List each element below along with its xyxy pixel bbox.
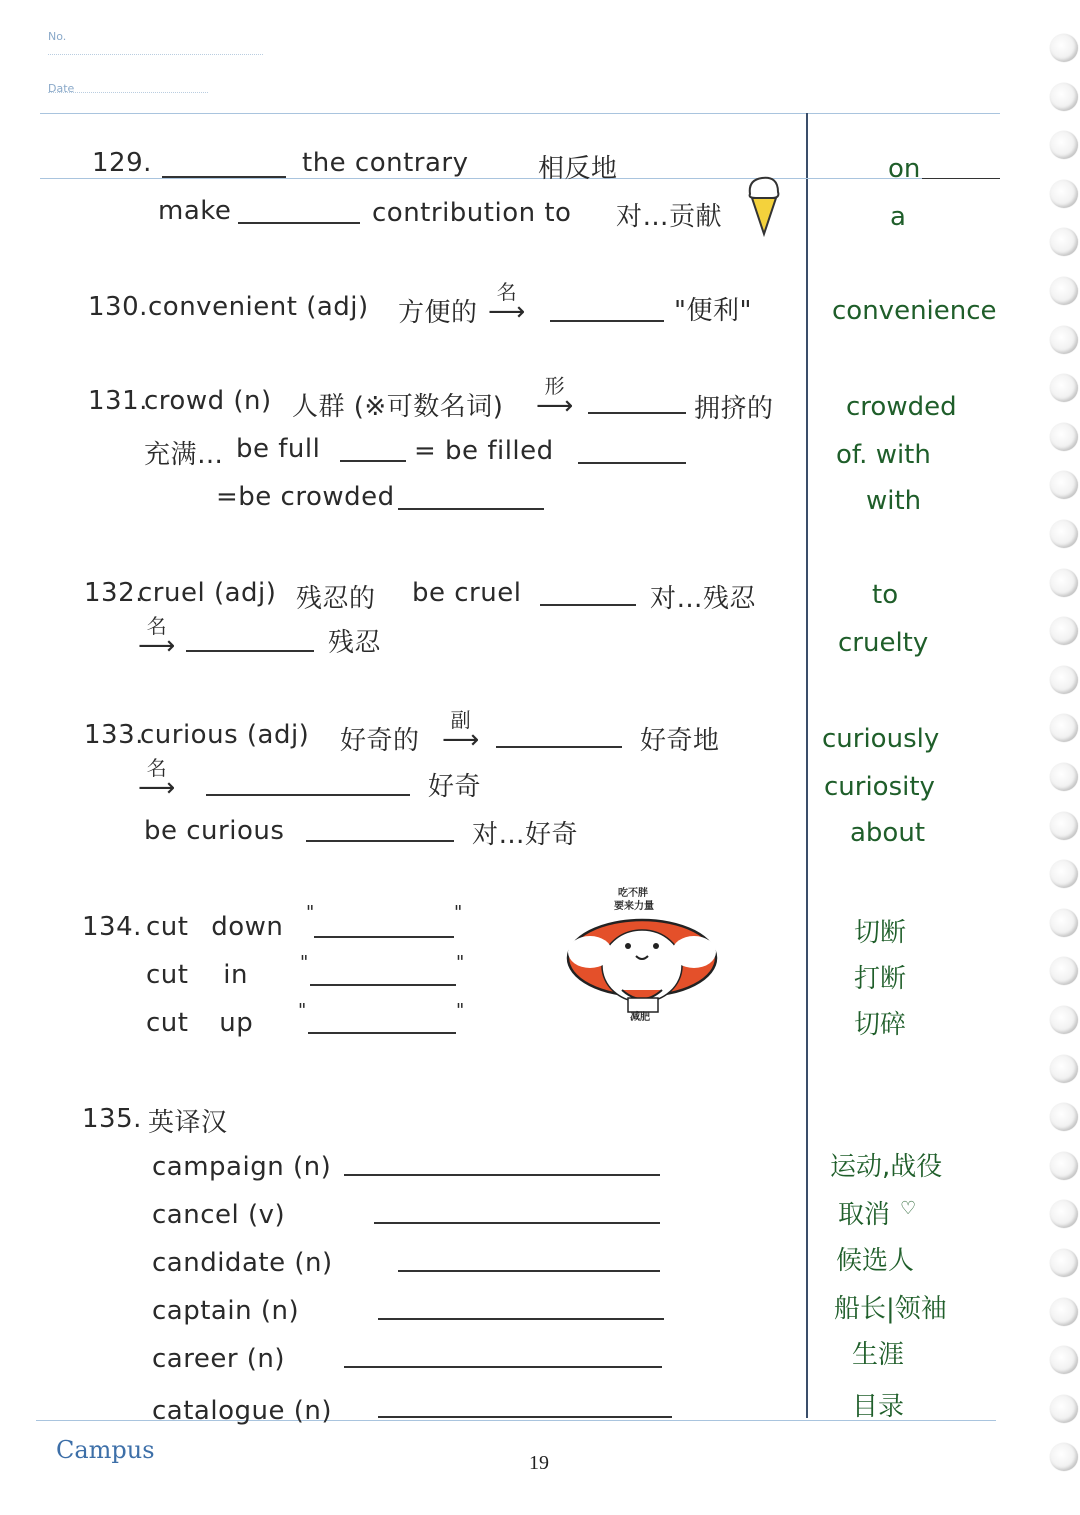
entry-133-blank-2 xyxy=(206,792,410,796)
entry-134-num: 134. xyxy=(82,912,142,942)
entry-133-arrow-2: 名 ⟶ xyxy=(138,752,175,803)
date-line xyxy=(48,92,208,93)
entry-135-blank-4 xyxy=(378,1316,664,1320)
answer-column-divider xyxy=(806,113,808,1418)
hamster-icon xyxy=(560,880,725,1025)
entry-129-cn: 相反地 xyxy=(538,154,618,184)
entry-132-cn: 残忍的 xyxy=(296,584,376,614)
binding-hole xyxy=(1050,471,1078,499)
entry-133-cn4: 对…好奇 xyxy=(472,820,579,850)
top-rule xyxy=(40,113,1000,114)
entry-134-blank-1 xyxy=(314,934,454,938)
entry-130-num: 130. xyxy=(88,292,148,322)
entry-133-cn2: 好奇地 xyxy=(640,726,720,756)
entry-132-blank-2 xyxy=(186,648,314,652)
answer-133-2: curiosity xyxy=(824,772,935,802)
entry-131-blank-2 xyxy=(340,458,406,462)
answer-129-line xyxy=(922,178,1000,179)
heart-doodle-icon: ♡ xyxy=(900,1198,917,1219)
answer-131-2: of. with xyxy=(836,440,931,470)
entry-134-item-3: cut up xyxy=(146,1008,254,1038)
entry-133-word: curious (adj) xyxy=(140,720,310,750)
entry-131-becrowded: =be crowded xyxy=(216,482,395,512)
answer-135-4: 船长|领袖 xyxy=(834,1294,947,1324)
entry-135-blank-6 xyxy=(378,1414,672,1418)
answer-133-3: about xyxy=(850,818,926,848)
entry-135-blank-2 xyxy=(374,1220,660,1224)
entry-133-cn: 好奇的 xyxy=(340,726,420,756)
entry-129-num: 129. xyxy=(92,148,152,178)
sticker-bottom-text: 减肥 xyxy=(630,1012,650,1023)
entry-134-q4: " xyxy=(456,952,465,973)
entry-130-blank xyxy=(550,318,664,322)
entry-134-q3: " xyxy=(300,952,309,973)
binding-hole xyxy=(1050,1055,1078,1083)
entry-132-cn2: 对…残忍 xyxy=(650,584,757,614)
entry-130-word: convenient (adj) xyxy=(148,292,369,322)
answer-135-6: 目录 xyxy=(852,1392,905,1422)
entry-131-arrow-label: 形 xyxy=(544,374,565,398)
binding-hole xyxy=(1050,374,1078,402)
binding-hole xyxy=(1050,957,1078,985)
no-line xyxy=(48,54,263,55)
entry-133-arrow-1: 副 ⟶ xyxy=(442,704,479,755)
binding-hole xyxy=(1050,423,1078,451)
entry-129-contribution: contribution to xyxy=(372,198,572,228)
answer-134-1: 切断 xyxy=(854,918,907,948)
binding-hole xyxy=(1050,277,1078,305)
entry-133-cn3: 好奇 xyxy=(428,772,482,802)
entry-134-q6: " xyxy=(456,1000,465,1021)
answer-134-3: 切碎 xyxy=(854,1010,907,1040)
entry-131-befilled: = be filled xyxy=(414,436,554,466)
binding-hole xyxy=(1050,1298,1078,1326)
sticker-top-text-2: 要来力量 xyxy=(614,901,654,912)
entry-130-quote: "便利" xyxy=(674,296,752,326)
entry-129-make: make xyxy=(158,196,232,226)
entry-135-item-6: catalogue (n) xyxy=(152,1396,332,1426)
entry-129-cn2: 对…贡献 xyxy=(616,202,723,232)
entry-135-title: 英译汉 xyxy=(148,1108,228,1138)
entry-132-arrow: 名 ⟶ xyxy=(138,610,175,661)
entry-134-q2: " xyxy=(454,902,463,923)
binding-hole xyxy=(1050,180,1078,208)
binding-hole xyxy=(1050,1103,1078,1131)
binding-hole xyxy=(1050,1249,1078,1277)
entry-132-cn3: 残忍 xyxy=(328,628,382,658)
answer-130: convenience xyxy=(832,296,997,326)
entry-131-blank-1 xyxy=(588,410,686,414)
entry-131-arrow: 形 ⟶ xyxy=(536,370,573,421)
ice-cream-doodle xyxy=(744,172,784,238)
entry-135-item-4: captain (n) xyxy=(152,1296,300,1326)
entry-135-item-2: cancel (v) xyxy=(152,1200,286,1230)
entry-135-item-3: candidate (n) xyxy=(152,1248,333,1278)
binding-hole xyxy=(1050,1006,1078,1034)
entry-130-arrow-label: 名 xyxy=(496,280,517,304)
answer-129-1: on xyxy=(888,154,921,184)
entry-134-q5: " xyxy=(298,1000,307,1021)
entry-131-cn3: 充满… xyxy=(144,440,224,470)
binding-hole xyxy=(1050,1152,1078,1180)
binding-hole xyxy=(1050,1443,1078,1471)
binding-hole xyxy=(1050,812,1078,840)
entry-135-blank-1 xyxy=(344,1172,660,1176)
entry-135-item-5: career (n) xyxy=(152,1344,286,1374)
answer-135-5: 生涯 xyxy=(852,1340,905,1370)
entry-135-num: 135. xyxy=(82,1104,142,1134)
binding-hole xyxy=(1050,617,1078,645)
entry-132-word: cruel (adj) xyxy=(138,578,277,608)
entry-129-phrase: the contrary xyxy=(302,148,469,178)
binding-hole xyxy=(1050,131,1078,159)
answer-135-2: 取消 xyxy=(838,1200,891,1230)
entry-131-befull: be full xyxy=(236,434,321,464)
entry-132-num: 132. xyxy=(84,578,144,608)
entry-132-blank-1 xyxy=(540,602,636,606)
sticker-top-text: 吃不胖 xyxy=(618,888,648,899)
entry-129-blank-2 xyxy=(238,220,360,224)
binding-hole xyxy=(1050,714,1078,742)
binding-hole xyxy=(1050,860,1078,888)
entry-130-arrow: 名 ⟶ xyxy=(488,276,525,327)
answer-133-1: curiously xyxy=(822,724,940,754)
answer-134-2: 打断 xyxy=(854,964,907,994)
entry-133-blank-1 xyxy=(496,744,622,748)
binding-hole xyxy=(1050,34,1078,62)
campus-logo: Campus xyxy=(56,1436,155,1464)
entry-135-blank-3 xyxy=(398,1268,660,1272)
entry-134-item-2: cut in xyxy=(146,960,248,990)
binding-hole xyxy=(1050,909,1078,937)
rule-129 xyxy=(40,178,1000,179)
entry-131-word: crowd (n) xyxy=(144,386,272,416)
entry-134-blank-2 xyxy=(310,982,456,986)
binding-hole xyxy=(1050,1395,1078,1423)
entry-131-num: 131. xyxy=(88,386,148,416)
binding-hole xyxy=(1050,228,1078,256)
entry-134-q1: " xyxy=(306,902,315,923)
entry-133-phrase: be curious xyxy=(144,816,285,846)
entry-133-arrow-2-label: 名 xyxy=(146,756,167,780)
answer-135-1: 运动,战役 xyxy=(830,1152,943,1182)
answer-132-2: cruelty xyxy=(838,628,929,658)
entry-135-blank-5 xyxy=(344,1364,662,1368)
entry-131-cn: 人群 (※可数名词) xyxy=(292,392,504,422)
answer-131-3: with xyxy=(866,486,922,516)
binding-hole xyxy=(1050,83,1078,111)
answer-135-3: 候选人 xyxy=(836,1246,915,1276)
hamster-sticker xyxy=(560,880,725,1025)
answer-129-2: a xyxy=(890,202,906,232)
entry-131-blank-4 xyxy=(398,506,544,510)
entry-134-blank-3 xyxy=(308,1030,456,1034)
entry-133-num: 133. xyxy=(84,720,144,750)
binding-hole xyxy=(1050,520,1078,548)
answer-131-1: crowded xyxy=(846,392,957,422)
entry-131-blank-3 xyxy=(578,460,686,464)
answer-132-1: to xyxy=(872,580,899,610)
binding-hole xyxy=(1050,1346,1078,1374)
binding-hole xyxy=(1050,1200,1078,1228)
binding-hole xyxy=(1050,666,1078,694)
binding-hole xyxy=(1050,569,1078,597)
entry-134-item-1: cut down xyxy=(146,912,284,942)
entry-133-arrow-1-label: 副 xyxy=(450,708,471,732)
binding-hole xyxy=(1050,326,1078,354)
entry-130-cn: 方便的 xyxy=(398,298,478,328)
entry-129-blank-1 xyxy=(162,174,286,178)
entry-131-cn2: 拥挤的 xyxy=(694,394,774,424)
entry-132-arrow-label: 名 xyxy=(146,614,167,638)
entry-135-item-1: campaign (n) xyxy=(152,1152,332,1182)
date-label: Date xyxy=(48,82,75,95)
no-label: No. xyxy=(48,30,67,43)
page-number: 19 xyxy=(529,1452,549,1474)
binding-hole xyxy=(1050,763,1078,791)
entry-133-blank-3 xyxy=(306,838,454,842)
entry-132-phrase: be cruel xyxy=(412,578,522,608)
